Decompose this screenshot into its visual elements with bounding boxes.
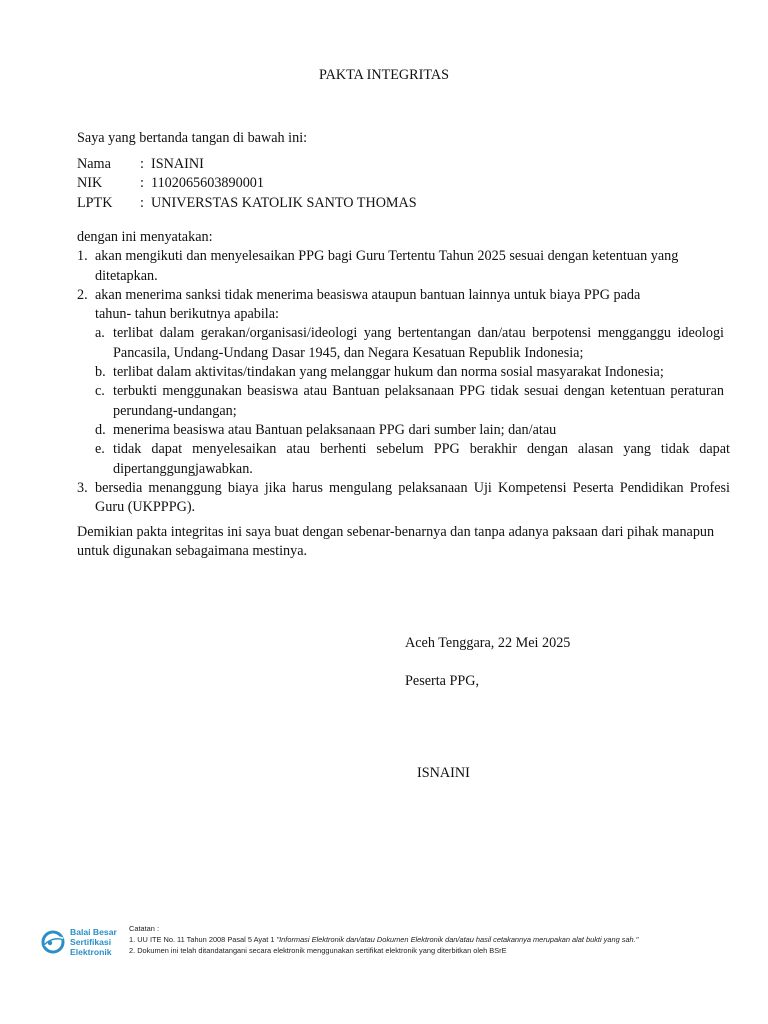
list-item-text: bersedia menanggung biaya jika harus mengulang pelaksanaan Uji Kompetensi Peserta Pendidikan Profesi Guru (UKPPPG). <box>95 479 730 516</box>
list-item <box>77 479 730 518</box>
note-2: 2. Dokumen ini telah ditandatangani secara elektronik menggunakan sertifikat elektronik yang diterbitkan oleh BSrE <box>129 946 507 955</box>
notes-title: Catatan : <box>129 924 159 933</box>
sub-list-item <box>95 363 730 382</box>
logo-line: Elektronik <box>70 947 112 957</box>
identity-label: LPTK <box>77 194 113 211</box>
identity-label: NIK <box>77 175 103 192</box>
identity-separator: : <box>140 175 144 192</box>
bsre-logo-text <box>70 927 117 957</box>
list-item <box>77 286 730 479</box>
place-date: Aceh Tenggara, 22 Mei 2025 <box>405 635 571 651</box>
sub-item-text: tidak dapat menyelesaikan atau berhenti sebelum PPG berakhir dengan alasan yang tidak dapat dipertanggungjawabkan. <box>113 441 730 477</box>
signer-name: ISNAINI <box>417 765 470 781</box>
sub-item-text: menerima beasiswa atau Bantuan pelaksanaan PPG dari sumber lain; dan/atau <box>113 421 557 438</box>
identity-value: 1102065603890001 <box>151 175 264 192</box>
list-item-text: akan mengikuti dan menyelesaikan PPG bagi Guru Tertentu Tahun 2025 sesuai dengan ketentuan yang ditetapkan. <box>95 248 679 284</box>
document-title: PAKTA INTEGRITAS <box>318 67 450 83</box>
statement-intro: dengan ini menyatakan: <box>77 229 213 245</box>
statement-block <box>77 228 730 517</box>
bsre-logo <box>40 927 122 959</box>
logo-line: Sertifikasi <box>70 937 112 947</box>
identity-row-lptk <box>77 194 417 213</box>
statement-list <box>77 247 730 517</box>
list-item <box>77 247 730 286</box>
note-1-prefix: 1. UU ITE No. 11 Tahun 2008 Pasal 5 Ayat 1 <box>129 935 277 944</box>
sub-list-item <box>95 421 730 440</box>
list-item-body <box>95 286 730 479</box>
list-item-number: 1. <box>77 248 88 265</box>
sub-item-letter: a. <box>95 325 105 342</box>
identity-row-nik <box>77 174 417 193</box>
list-item-text: akan menerima sanksi tidak menerima beasiswa ataupun bantuan lainnya untuk biaya PPG pada tahun- tahun berikutnya apabila: <box>95 286 641 323</box>
identity-label: Nama <box>77 156 111 172</box>
list-item-number: 2. <box>77 286 88 303</box>
sub-list-item <box>95 324 730 363</box>
sub-item-letter: c. <box>95 383 105 400</box>
closing-paragraph: Demikian pakta integritas ini saya buat dengan sebenar-benarnya dan tanpa adanya paksaan dari pihak manapun untuk digunakan sebagaimana mestinya. <box>77 524 715 560</box>
intro-text: Saya yang bertanda tangan di bawah ini: <box>77 130 308 146</box>
identity-value: ISNAINI <box>151 156 204 172</box>
sub-item-letter: b. <box>95 364 106 381</box>
logo-line: Balai Besar <box>70 927 117 937</box>
identity-value: UNIVERSTAS KATOLIK SANTO THOMAS <box>151 194 417 211</box>
sub-list-item <box>95 440 730 479</box>
footer <box>40 923 740 963</box>
sub-list-item <box>95 382 730 421</box>
signer-role: Peserta PPG, <box>405 673 480 689</box>
sub-item-text: terlibat dalam gerakan/organisasi/ideologi yang bertentangan dan/atau berpotensi mengganggu ideologi Pancasila, Undang-Undang Dasar 1945, dan Negara Kesatuan Republik Indonesia; <box>113 325 724 361</box>
sub-item-letter: e. <box>95 441 105 458</box>
note-1-quote: "Informasi Elektronik dan/atau Dokumen Elektronik dan/atau hasil cetakannya merupakan alat bukti yang sah." <box>276 935 639 944</box>
bsre-logo-icon <box>40 929 68 955</box>
sub-item-letter: d. <box>95 421 106 438</box>
identity-separator: : <box>140 156 144 172</box>
sub-item-text: terbukti menggunakan beasiswa atau Bantuan pelaksanaan PPG tidak sesuai dengan ketentuan peraturan perundang-undangan; <box>113 383 724 419</box>
sub-list <box>95 324 730 478</box>
identity-separator: : <box>140 194 144 211</box>
note-1 <box>129 934 638 945</box>
footer-notes <box>129 923 638 956</box>
list-item-number: 3. <box>77 479 88 496</box>
identity-row-nama <box>77 155 417 174</box>
identity-block <box>77 155 417 213</box>
sub-item-text: terlibat dalam aktivitas/tindakan yang melanggar hukum dan norma sosial masyarakat Indonesia; <box>113 364 664 381</box>
